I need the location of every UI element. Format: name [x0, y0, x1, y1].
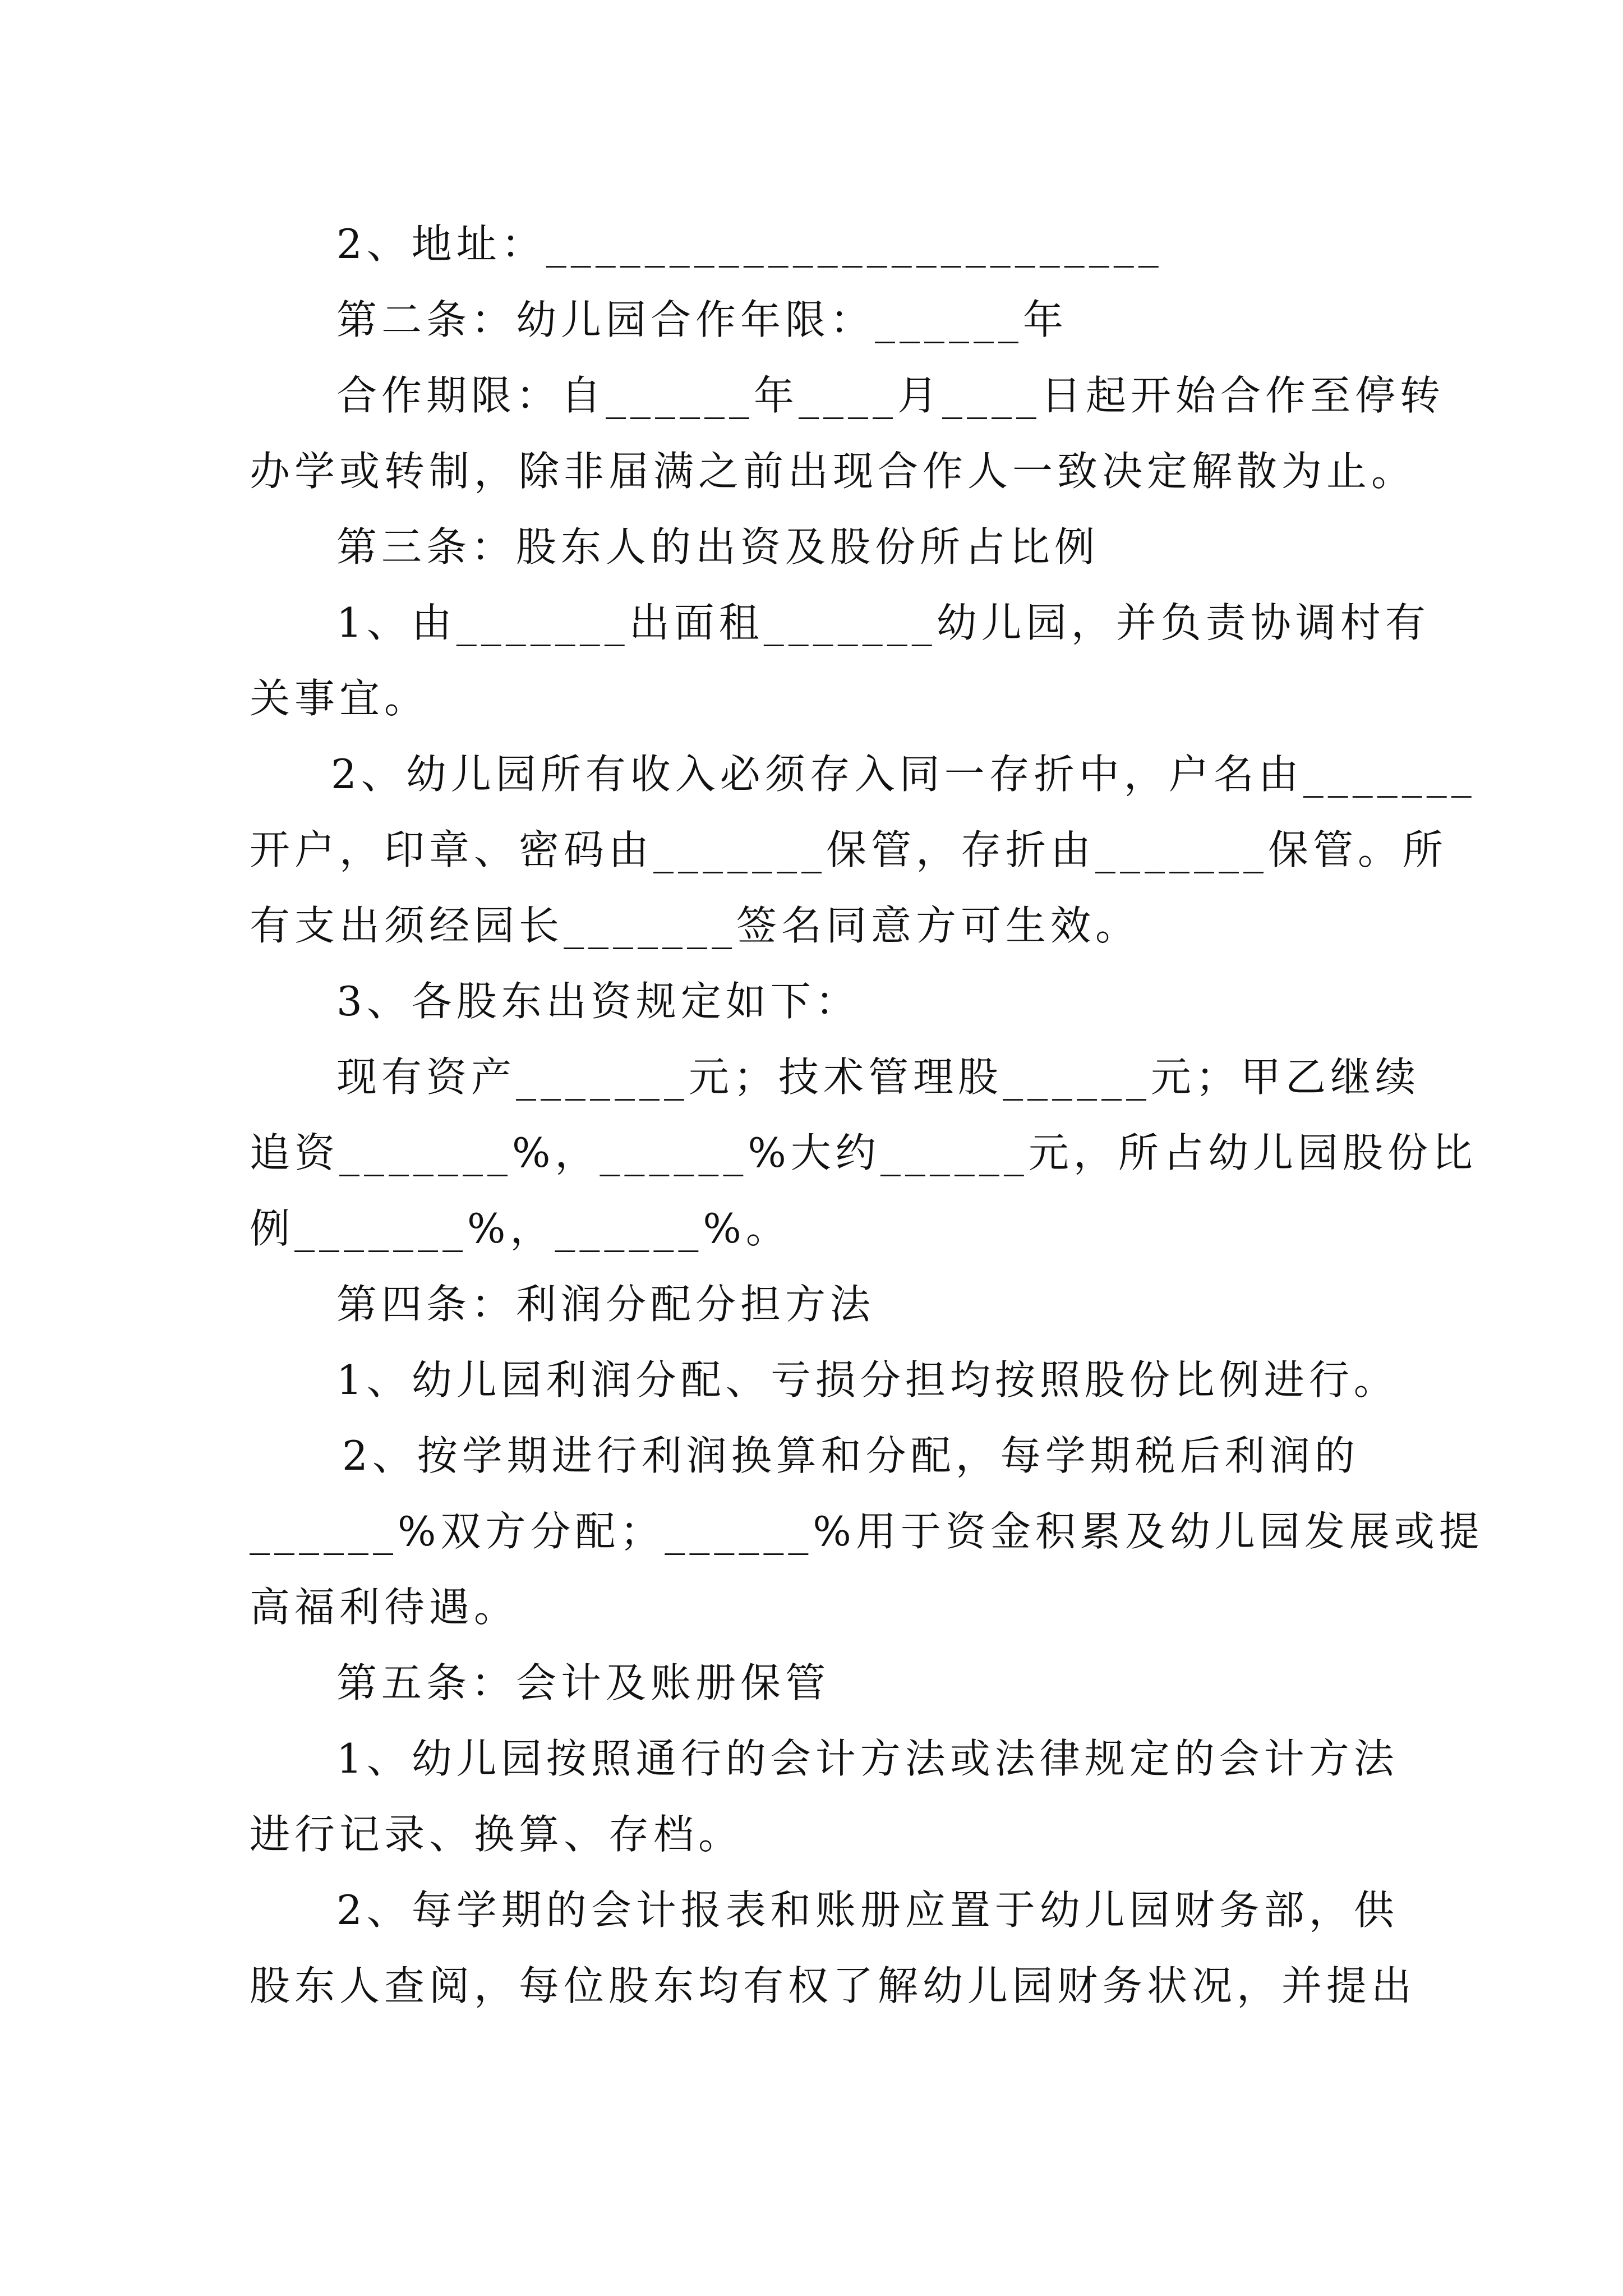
text-line-3-2-cont2: 有支出须经园长_______签名同意方可生效。 — [250, 902, 1141, 949]
text-line-period: 合作期限：自______年____月____日起开始合作至停转 — [336, 372, 1445, 419]
text-line-period-cont: 办学或转制，除非届满之前出现合作人一致决定解散为止。 — [250, 448, 1417, 495]
text-line-address: 2、地址：_________________________ — [336, 220, 1163, 268]
text-line-3-1-cont: 关事宜。 — [250, 675, 430, 722]
text-line-3-2-cont: 开户，印章、密码由_______保管，存折由_______保管。所 — [250, 826, 1448, 873]
text-line-5-1-cont: 进行记录、换算、存档。 — [250, 1811, 744, 1858]
text-line-4-2: 2、按学期进行利润换算和分配，每学期税后利润的 — [342, 1432, 1359, 1479]
text-line-assets: 现有资产_______元；技术管理股______元；甲乙继续 — [336, 1053, 1421, 1101]
text-line-5-2: 2、每学期的会计报表和账册应置于幼儿园财务部，供 — [336, 1887, 1399, 1934]
text-line-4-2-cont: ______%双方分配；______%用于资金积累及幼儿园发展或提 — [250, 1508, 1484, 1555]
text-line-3-3: 3、各股东出资规定如下： — [336, 978, 860, 1025]
text-line-4-1: 1、幼儿园利润分配、亏损分担均按照股份比例进行。 — [336, 1356, 1399, 1404]
text-line-assets-cont: 追资_______%，______%大约______元，所占幼儿园股份比 — [250, 1129, 1477, 1176]
text-line-article-5: 第五条：会计及账册保管 — [336, 1659, 831, 1706]
text-line-3-1: 1、由_______出面租_______幼儿园，并负责协调村有 — [336, 599, 1430, 646]
text-line-5-1: 1、幼儿园按照通行的会计方法或法律规定的会计方法 — [336, 1735, 1399, 1782]
text-line-5-2-cont: 股东人查阅，每位股东均有权了解幼儿园财务状况，并提出 — [250, 1962, 1417, 2009]
text-line-4-2-cont2: 高福利待遇。 — [250, 1584, 519, 1631]
text-line-3-2: 2、幼儿园所有收入必须存入同一存折中，户名由_______ — [331, 751, 1476, 798]
text-line-assets-cont2: 例_______%，______%。 — [250, 1205, 791, 1252]
text-line-article-3: 第三条：股东人的出资及股份所占比例 — [336, 523, 1100, 570]
text-line-article-4: 第四条：利润分配分担方法 — [336, 1281, 875, 1328]
text-line-article-2: 第二条：幼儿园合作年限：______年 — [336, 296, 1068, 343]
